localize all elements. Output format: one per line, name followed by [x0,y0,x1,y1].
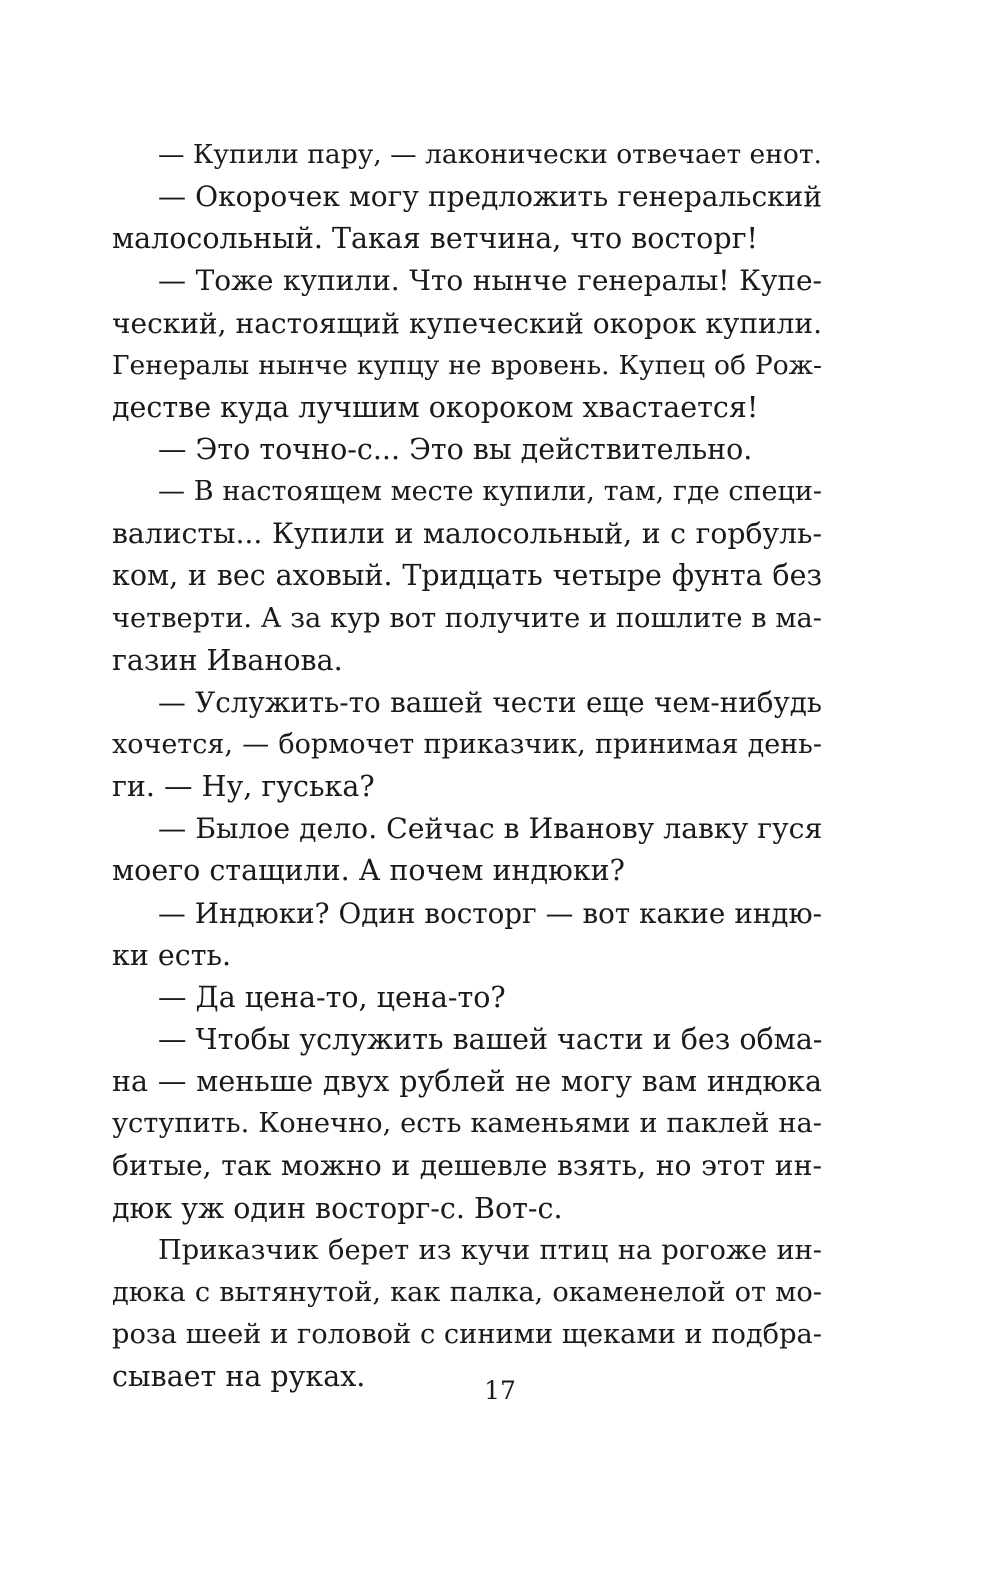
text-line: на — меньше двух рублей не могу вам индюка [112,1065,822,1099]
text-line: — Былое дело. Сейчас в Иванову лавку гуся [158,812,823,846]
text-line: ки есть. [112,938,232,972]
body-text [112,134,822,1398]
text-line: — Это точно-с... Это вы действительно. [158,432,753,466]
text-line: дестве куда лучшим окороком хвастается! [112,390,759,424]
text-line: — Индюки? Один восторг — вот какие индю- [158,896,822,930]
text-line: ги. — Ну, гуська? [112,770,375,804]
text-line: уступить. Конечно, есть каменьями и паклей на- [112,1108,822,1140]
text-line: — Купили пару, — лаконически отвечает енот. [158,139,822,170]
text-line: — Тоже купили. Что нынче генералы! Купе- [158,264,822,298]
text-line: ческий, настоящий купеческий окорок купили. [112,306,822,340]
text-line: ком, и вес аховый. Тридцать четыре фунта без [112,559,822,593]
text-line: газин Иванова. [112,643,343,677]
text-line: хочется, — бормочет приказчик, принимая день- [112,728,822,760]
text-line: малосольный. Такая ветчина, что восторг! [112,222,758,256]
text-line: дюка с вытянутой, как палка, окаменелой от мо- [112,1276,822,1308]
text-line: четверти. А за кур вот получите и пошлите в ма- [112,602,822,634]
text-line: — Окорочек могу предложить генеральский [158,180,822,214]
page-number: 17 [484,1376,516,1405]
text-line: — В настоящем месте купили, там, где специ- [158,476,822,508]
text-line: битые, так можно и дешевле взять, но этот ин- [112,1149,822,1183]
text-line: моего стащили. А почем индюки? [112,854,625,888]
text-line: Приказчик берет из кучи птиц на рогоже ин- [158,1234,822,1266]
text-line: — Да цена-то, цена-то? [158,980,506,1014]
text-line: Генералы нынче купцу не вровень. Купец об Рож- [112,349,822,381]
text-line: — Услужить-то вашей чести еще чем-нибудь [158,685,822,719]
text-line: роза шеей и головой с синими щеками и подбра- [112,1318,822,1350]
text-line: дюк уж один восторг-с. Вот-с. [112,1191,563,1225]
text-line: — Чтобы услужить вашей части и без обма- [158,1022,823,1056]
text-line: сывает на руках. [112,1360,366,1394]
text-line: валисты... Купили и малосольный, и с горбуль- [112,517,822,551]
